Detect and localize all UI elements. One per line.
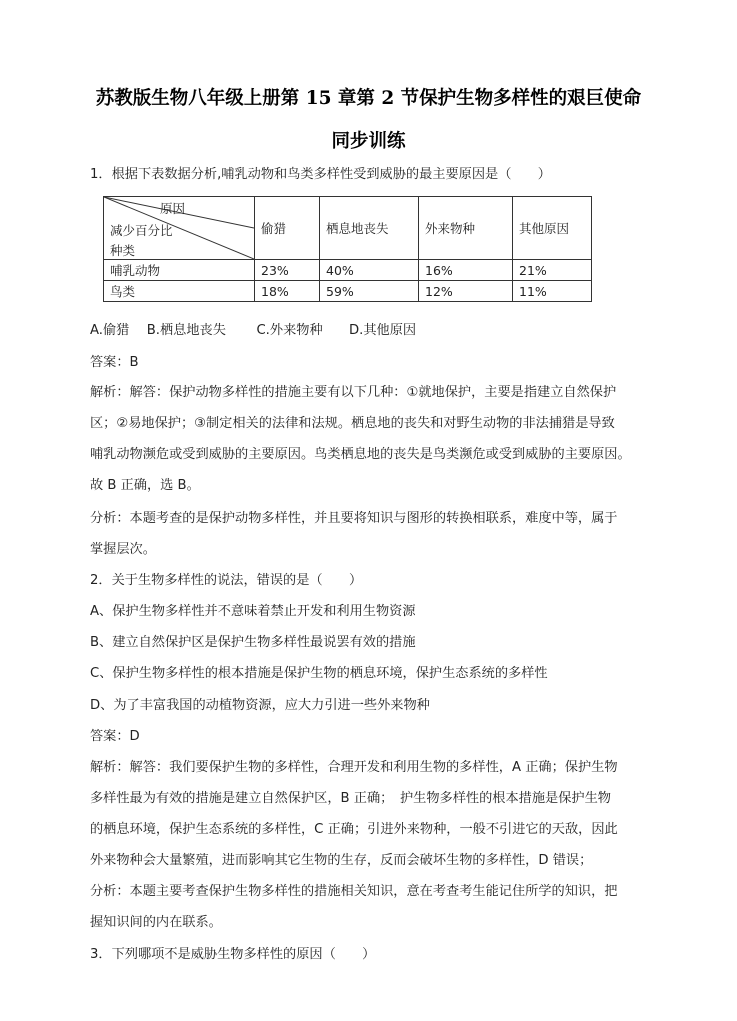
question-1-analysis-line: 解析：解答：保护动物多样性的措施主要有以下几种：①就地保护，主要是指建立自然保护 [90,385,617,400]
question-2-option: B、建立自然保护区是保护生物多样性最说罢有效的措施 [90,635,416,650]
table-cell: 23% [255,260,320,281]
question-2-option: A、保护生物多样性并不意味着禁止开发和利用生物资源 [90,604,416,619]
table-cell: 21% [513,260,592,281]
table-header-cell: 偷猎 [255,197,320,260]
question-2-fenxi-line: 分析：本题主要考查保护生物多样性的措施相关知识，意在考查考生能记住所学的知识，把 [90,884,618,899]
question-2-option: D、为了丰富我国的动植物资源，应大力引进一些外来物种 [90,698,430,713]
table-header-cell: 其他原因 [513,197,592,260]
question-2-analysis-line: 的栖息环境，保护生态系统的多样性，C 正确；引进外来物种，一般不引进它的天敌，因此 [90,822,618,837]
table-row-label: 鸟类 [104,281,255,302]
table-header-cell: 栖息地丧失 [320,197,419,260]
table-cell: 18% [255,281,320,302]
diag-label-species: 种类 [110,243,136,258]
question-2-answer: 答案：D [90,729,140,744]
table-cell: 12% [419,281,513,302]
question-1-analysis-line: 区；②易地保护；③制定相关的法律和法规。栖息地的丧失和对野生动物的非法捕猎是导致 [90,416,615,431]
diagonal-header-cell [104,197,255,260]
question-1-fenxi-line: 分析：本题考查的是保护动物多样性，并且要将知识与图形的转换相联系，难度中等，属于 [90,511,618,526]
question-1-stem: 1．根据下表数据分析,哺乳动物和鸟类多样性受到威胁的最主要原因是（ ） [90,167,551,182]
question-1-answer: 答案：B [90,355,139,370]
question-2-analysis-line: 解析：解答：我们要保护生物的多样性，合理开发和利用生物的多样性，A 正确；保护生物 [90,760,618,775]
question-2-analysis-line: 多样性最为有效的措施是建立自然保护区，B 正确； 护生物多样性的根本措施是保护生物 [90,791,611,806]
table-row [104,281,592,302]
question-3-stem: 3．下列哪项不是威胁生物多样性的原因（ ） [90,947,376,962]
table-header-row [104,197,592,260]
diag-label-reason: 原因 [160,201,186,216]
question-1-analysis-line: 故 B 正确，选 B。 [90,478,200,493]
table-row [104,260,592,281]
question-1-options: A.偷猎 B.栖息地丧失 C.外来物种 D.其他原因 [90,323,417,338]
question-2-option: C、保护生物多样性的根本措施是保护生物的栖息环境，保护生态系统的多样性 [90,666,548,681]
table-header-cell: 外来物种 [419,197,513,260]
question-2-stem: 2．关于生物多样性的说法，错误的是（ ） [90,573,363,588]
question-1-analysis-line: 哺乳动物濒危或受到威胁的主要原因。鸟类栖息地的丧失是鸟类濒危或受到威胁的主要原因。 [90,447,631,462]
document-subtitle: 同步训练 [331,131,406,152]
table-cell: 59% [320,281,419,302]
question-1-fenxi-line: 掌握层次。 [90,542,156,557]
question-2-analysis-line: 外来物种会大量繁殖，进而影响其它生物的生存，反而会破坏生物的多样性，D 错误； [90,853,593,868]
document-title: 苏教版生物八年级上册第 15 章第 2 节保护生物多样性的艰巨使命 [95,88,642,109]
question-2-fenxi-line: 握知识间的内在联系。 [90,915,222,930]
table-cell: 11% [513,281,592,302]
table-row-label: 哺乳动物 [104,260,255,281]
table-cell: 40% [320,260,419,281]
data-table [103,196,592,302]
diag-label-percent: 减少百分比 [110,223,173,238]
table-cell: 16% [419,260,513,281]
